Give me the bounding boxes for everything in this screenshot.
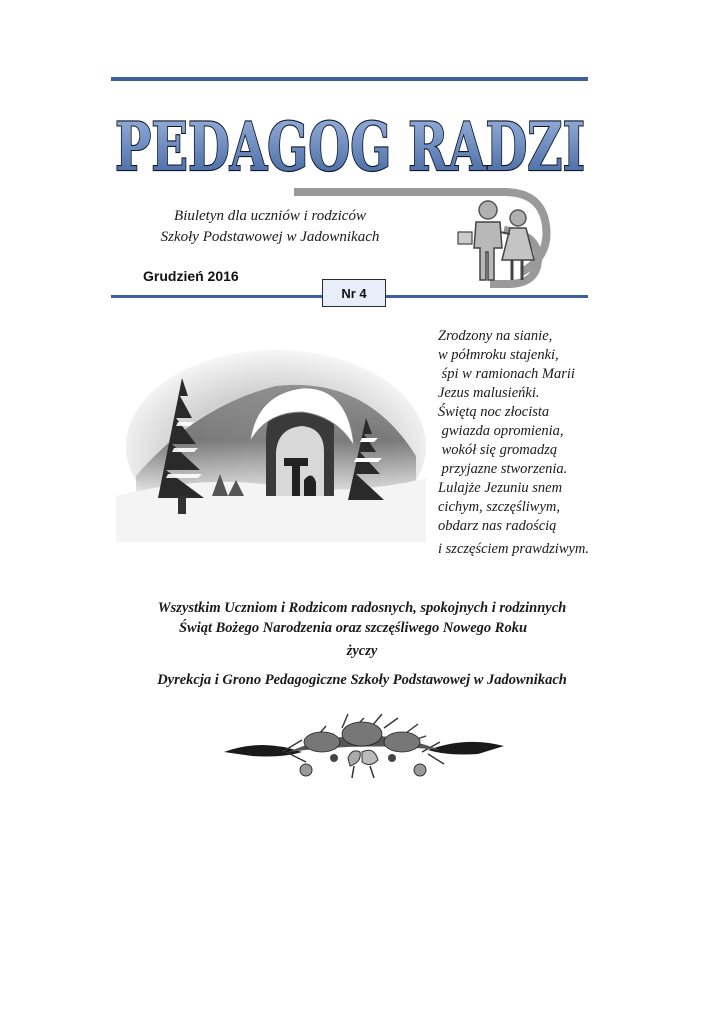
- poem-line: cichym, szczęśliwym,: [438, 499, 561, 515]
- winter-nativity-scene-icon: [116, 346, 426, 542]
- poem-line: Jezus malusieńki.: [438, 385, 540, 401]
- subtitle-line-2: Szkoły Podstawowej w Jadownikach: [160, 229, 380, 245]
- christmas-garland-icon: [222, 712, 506, 792]
- issue-date: Grudzień 2016: [143, 268, 239, 284]
- poem-line: Lulajże Jezuniu snem: [438, 480, 563, 496]
- greeting-line-3: życzy: [346, 643, 378, 659]
- issue-number: Nr 4: [322, 279, 386, 307]
- poem-line: gwiazda opromienia,: [438, 423, 564, 439]
- top-rule: [111, 77, 588, 81]
- poem-line: Świętą noc złocista: [438, 404, 550, 420]
- greeting-line-2: Świąt Bożego Narodzenia oraz szczęśliwego Nowego Roku: [178, 620, 528, 636]
- poem-line: przyjazne stworzenia.: [438, 461, 568, 477]
- poem-line: w półmroku stajenki,: [438, 347, 559, 363]
- poem-line: Zrodzony na sianie,: [438, 328, 553, 344]
- masthead-title: [100, 104, 600, 184]
- poem-line: i szczęściem prawdziwym.: [438, 541, 590, 557]
- christmas-poem: [438, 327, 638, 559]
- holiday-greeting: [60, 598, 664, 690]
- greeting-signature: Dyrekcja i Grono Pedagogiczne Szkoły Podstawowej w Jadownikach: [157, 672, 567, 688]
- subtitle-line-1: Biuletyn dla uczniów i rodziców: [174, 208, 366, 224]
- masthead-title-text: PEDAGOG RADZI: [115, 108, 585, 186]
- poem-line: wokół się gromadzą: [438, 442, 558, 458]
- poem-line: śpi w ramionach Marii: [438, 366, 575, 382]
- poem-line: obdarz nas radością: [438, 518, 557, 534]
- greeting-line-1: Wszystkim Uczniom i Rodzicom radosnych, spokojnych i rodzinnych: [157, 600, 567, 616]
- children-logo-icon: [290, 186, 560, 290]
